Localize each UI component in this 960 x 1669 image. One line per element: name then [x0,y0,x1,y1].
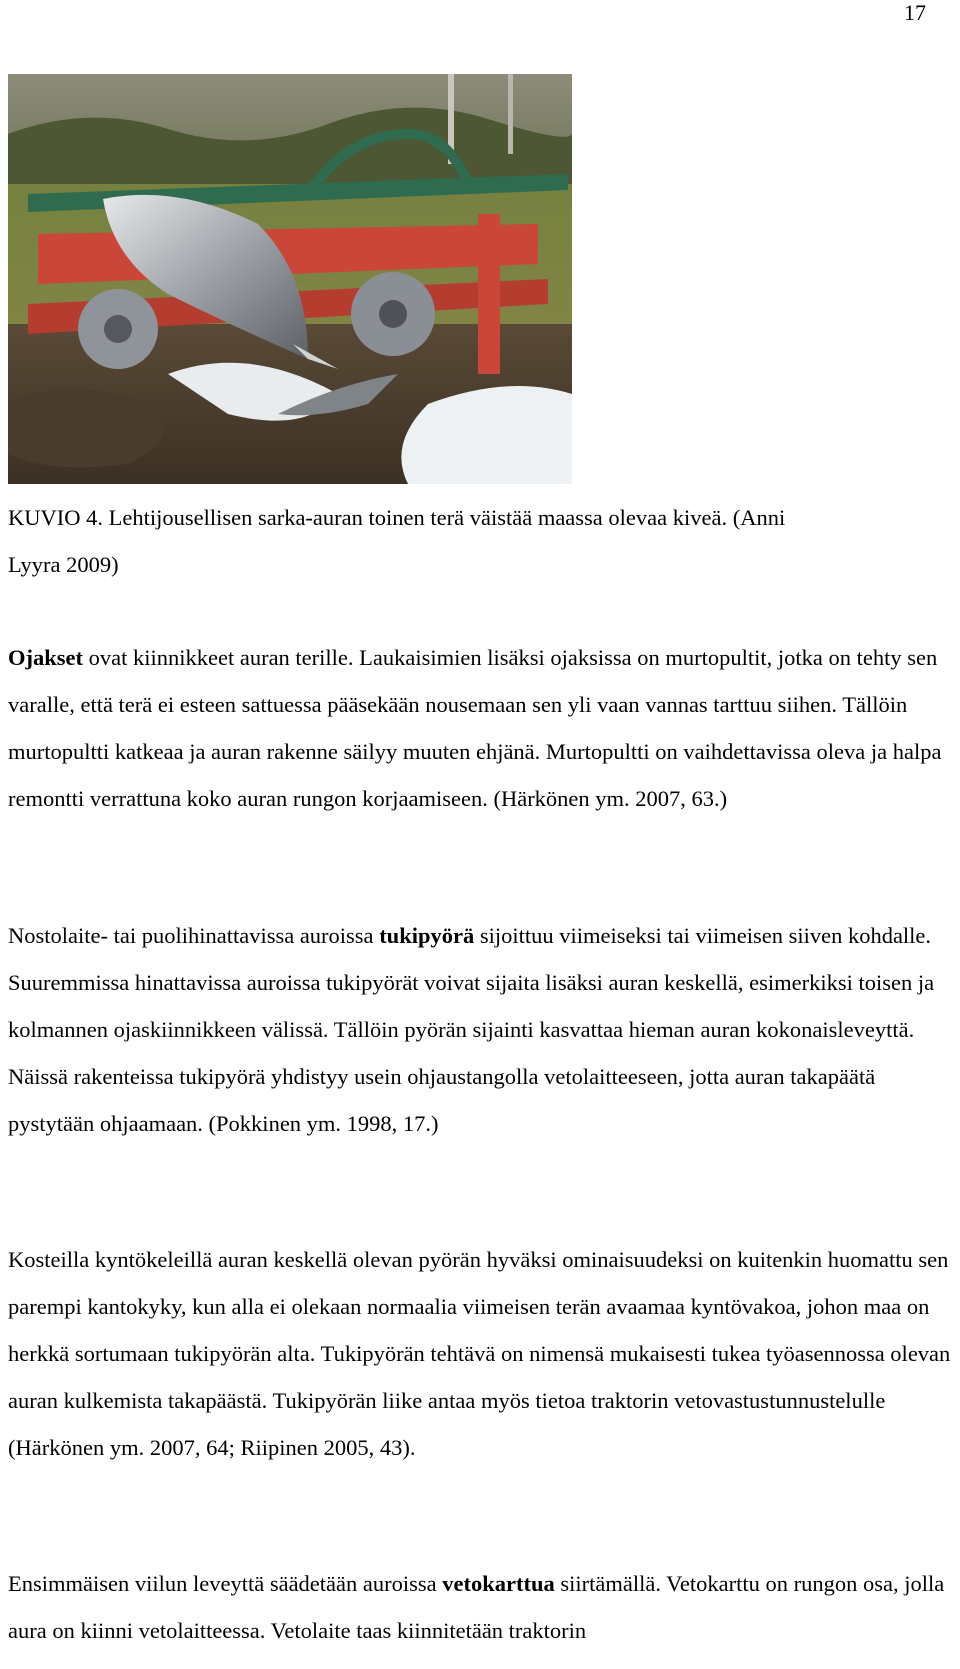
term-tukipyora: tukipyörä [379,923,475,948]
plough-photo-image [8,74,572,484]
paragraph-ojakset-text: ovat kiinnikkeet auran terille. Laukaisimien lisäksi ojaksissa on murtopultit, jotka on tehty sen varalle, että terä ei esteen sattuessa pääsekään nousemaan sen yli vaan vannas tarttuu siihen. Tällöin murtopultti katkeaa ja auran rakenne säilyy muuten ehjänä. Murtopultti on vaihdettavissa oleva ja halpa remontti verrattuna koko auran rungon korjaamiseen. (Härkönen ym. 2007, 63.) [8,645,942,811]
term-vetokarttu: vetokarttua [442,1571,555,1596]
paragraph-kosteilla-text: Kosteilla kyntökeleillä auran keskellä olevan pyörän hyväksi ominaisuudeksi on kuitenkin huomattu sen parempi kantokyky, kun alla ei olekaan normaalia viimeisen terän avaamaa kyntövakoa, johon maa on herkkä sortumaan tukipyörän alta. Tukipyörän tehtävä on nimensä mukaisesti tukea työasennossa olevan auran kulkemista takapäästä. Tukipyörän liike antaa myös tietoa traktorin vetovastustunnustelulle (Härkönen ym. 2007, 64; Riipinen 2005, 43). [8,1247,951,1460]
page-number: 17 [904,0,926,25]
paragraph-ojakset [8,634,956,822]
paragraph-tukipyora-before: Nostolaite- tai puolihinattavissa auroissa [8,923,380,948]
paragraph-tukipyora [8,912,956,1147]
paragraph-vetokarttu [8,1560,956,1654]
paragraph-vetokarttu-before: Ensimmäisen viilun leveyttä säädetään auroissa [8,1571,443,1596]
figure-caption-line-2: Lyyra 2009) [8,552,119,577]
paragraph-kosteilla [8,1236,956,1471]
paragraph-vetokarttu-after: siirtämällä. Vetokarttu on rungon osa, jolla aura on kiinni vetolaitteessa. Vetolaite taas kiinnitetään traktorin [8,1571,945,1643]
figure-caption [8,494,956,588]
paragraph-tukipyora-after: sijoittuu viimeiseksi tai viimeisen siiven kohdalle. Suuremmissa hinattavissa auroissa tukipyörät voivat sijaita lisäksi auran keskellä, esimerkiksi toisen ja kolmannen ojaskiinnikkeen välissä. Tällöin pyörän sijainti kasvattaa hieman auran kokonaisleveyttä. Näissä rakenteissa tukipyörä yhdistyy usein ohjaustangolla vetolaitteeseen, jotta auran takapäätä pystytään ohjaamaan. (Pokkinen ym. 1998, 17.) [8,923,935,1136]
figure-caption-line-1: KUVIO 4. Lehtijousellisen sarka-auran toinen terä väistää maassa olevaa kiveä. (Anni [8,505,786,530]
plough-photo [8,74,572,484]
term-ojakset: Ojakset [8,645,83,670]
